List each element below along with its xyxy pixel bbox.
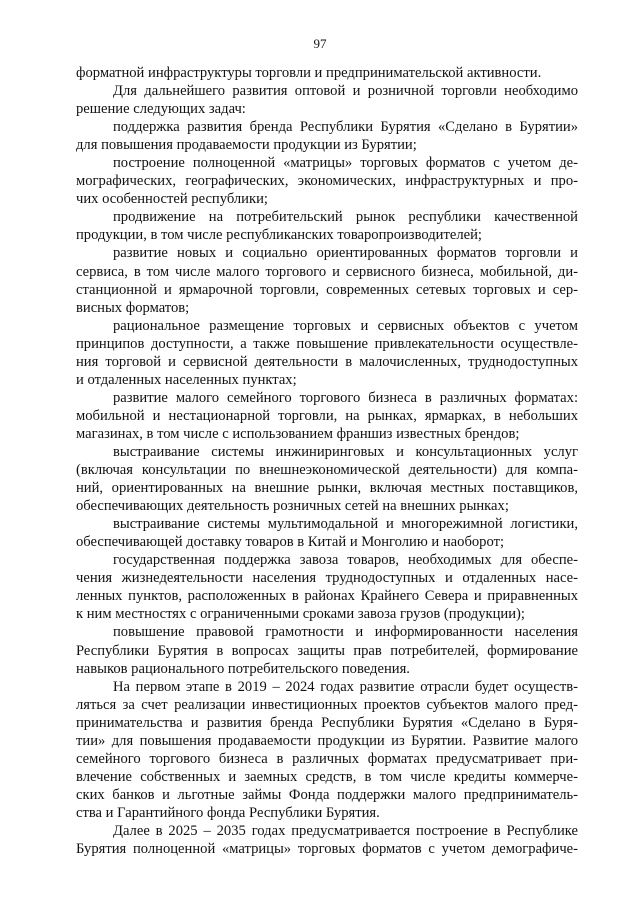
text-line: принципов доступности, а также повышение привлекательности осуществле- [76,335,578,352]
text-line: висных форматов; [76,299,190,316]
text-line: влечение собственных и заемных средств, в том числе кредиты коммерче- [76,768,578,785]
text-line: ленных пунктов, расположенных в районах Крайнего Севера и приравненных [76,588,578,605]
text-line: рациональное размещение торговых и сервисных объектов с учетом [113,317,578,334]
text-line: мобильной и нестационарной торговли, на рынках, ярмарках, в небольших [76,407,578,424]
text-line: выстраивание системы мультимодальной и многорежимной логистики, [113,516,578,533]
text-line: развитие малого семейного торгового бизнеса в различных форматах: [113,389,578,406]
text-line: ний, ориентированных на внешние рынки, включая местных поставщиков, [76,480,578,497]
text-line: и отдаленных населенных пунктах; [76,371,297,388]
text-line: для повышения продаваемости продукции из Бурятии; [76,137,417,154]
page-number: 97 [313,36,327,51]
text-line: решение следующих задач: [76,101,246,118]
text-line: к ним местностях с ограниченными сроками завоза грузов (продукции); [76,606,525,623]
text-line: продукции, в том числе республиканских товаропроизводителей; [76,227,482,244]
text-line: поддержка развития бренда Республики Бурятия «Сделано в Бурятии» [113,119,578,136]
text-line: станционной и ярмарочной торговли, современных сетевых торговых и сер- [76,281,578,298]
text-line: принимательства и развития бренда Республики Бурятия «Сделано в Буря- [76,714,578,731]
text-line: сервиса, в том числе малого торгового и сервисного бизнеса, мобильной, ди- [76,263,578,280]
text-line: навыков рационального потребительского поведения. [76,660,410,677]
text-line: Для дальнейшего развития оптовой и розничной торговли необходимо [113,83,578,100]
text-line: ства и Гарантийного фонда Республики Бурятия. [76,804,380,821]
text-line: ния торговой и сервисной деятельности в малочисленных, труднодоступных [76,353,578,370]
text-line: ляться за счет реализации инвестиционных проектов субъектов малого пред- [76,696,578,713]
text-line: Республики Бурятия в вопросах защиты прав потребителей, формирование [76,642,578,659]
text-line: государственная поддержка завоза товаров, необходимых для обеспе- [113,552,578,569]
text-line: мографических, географических, экономических, инфраструктурных и про- [76,173,578,190]
text-line: обеспечивающих деятельность розничных сетей на внешних рынках; [76,498,509,515]
text-line: (включая консультации по внешнеэкономической деятельности) для компа- [76,462,578,479]
text-line: Далее в 2025 – 2035 годах предусматривается построение в Республике [113,822,578,839]
text-line: чих особенностей республики; [76,191,268,208]
text-line: форматной инфраструктуры торговли и предпринимательской активности. [76,65,542,81]
text-line: обеспечивающей доставку товаров в Китай и Монголию и наоборот; [76,534,504,551]
document-body [76,64,578,858]
text-line: магазинах, в том числе с использованием франшиз известных брендов; [76,425,520,442]
text-line: выстраивание системы инжиниринговых и консультационных услуг [113,443,578,460]
text-line: развитие новых и социально ориентированных форматов торговли и [113,245,578,262]
text-line: чения жизнедеятельности населения труднодоступных и отдаленных насе- [76,570,578,587]
text-line: На первом этапе в 2019 – 2024 годах развитие отрасли будет осуществ- [113,678,578,695]
text-line: построение полноценной «матрицы» торговых форматов с учетом де- [113,155,578,172]
text-line: повышение правовой грамотности и информированности населения [113,624,578,641]
text-line: продвижение на потребительский рынок республики качественной [113,209,578,226]
text-line: семейного торгового бизнеса в различных форматах предусматривает при- [76,750,578,767]
text-line: ских банков и льготные займы Фонда поддержки малого предприниматель- [76,786,578,803]
text-line: тии» для повышения продаваемости продукции из Бурятии. Развитие малого [76,732,578,749]
text-line: Бурятия полноценной «матрицы» торговых форматов с учетом демографиче- [76,841,578,858]
